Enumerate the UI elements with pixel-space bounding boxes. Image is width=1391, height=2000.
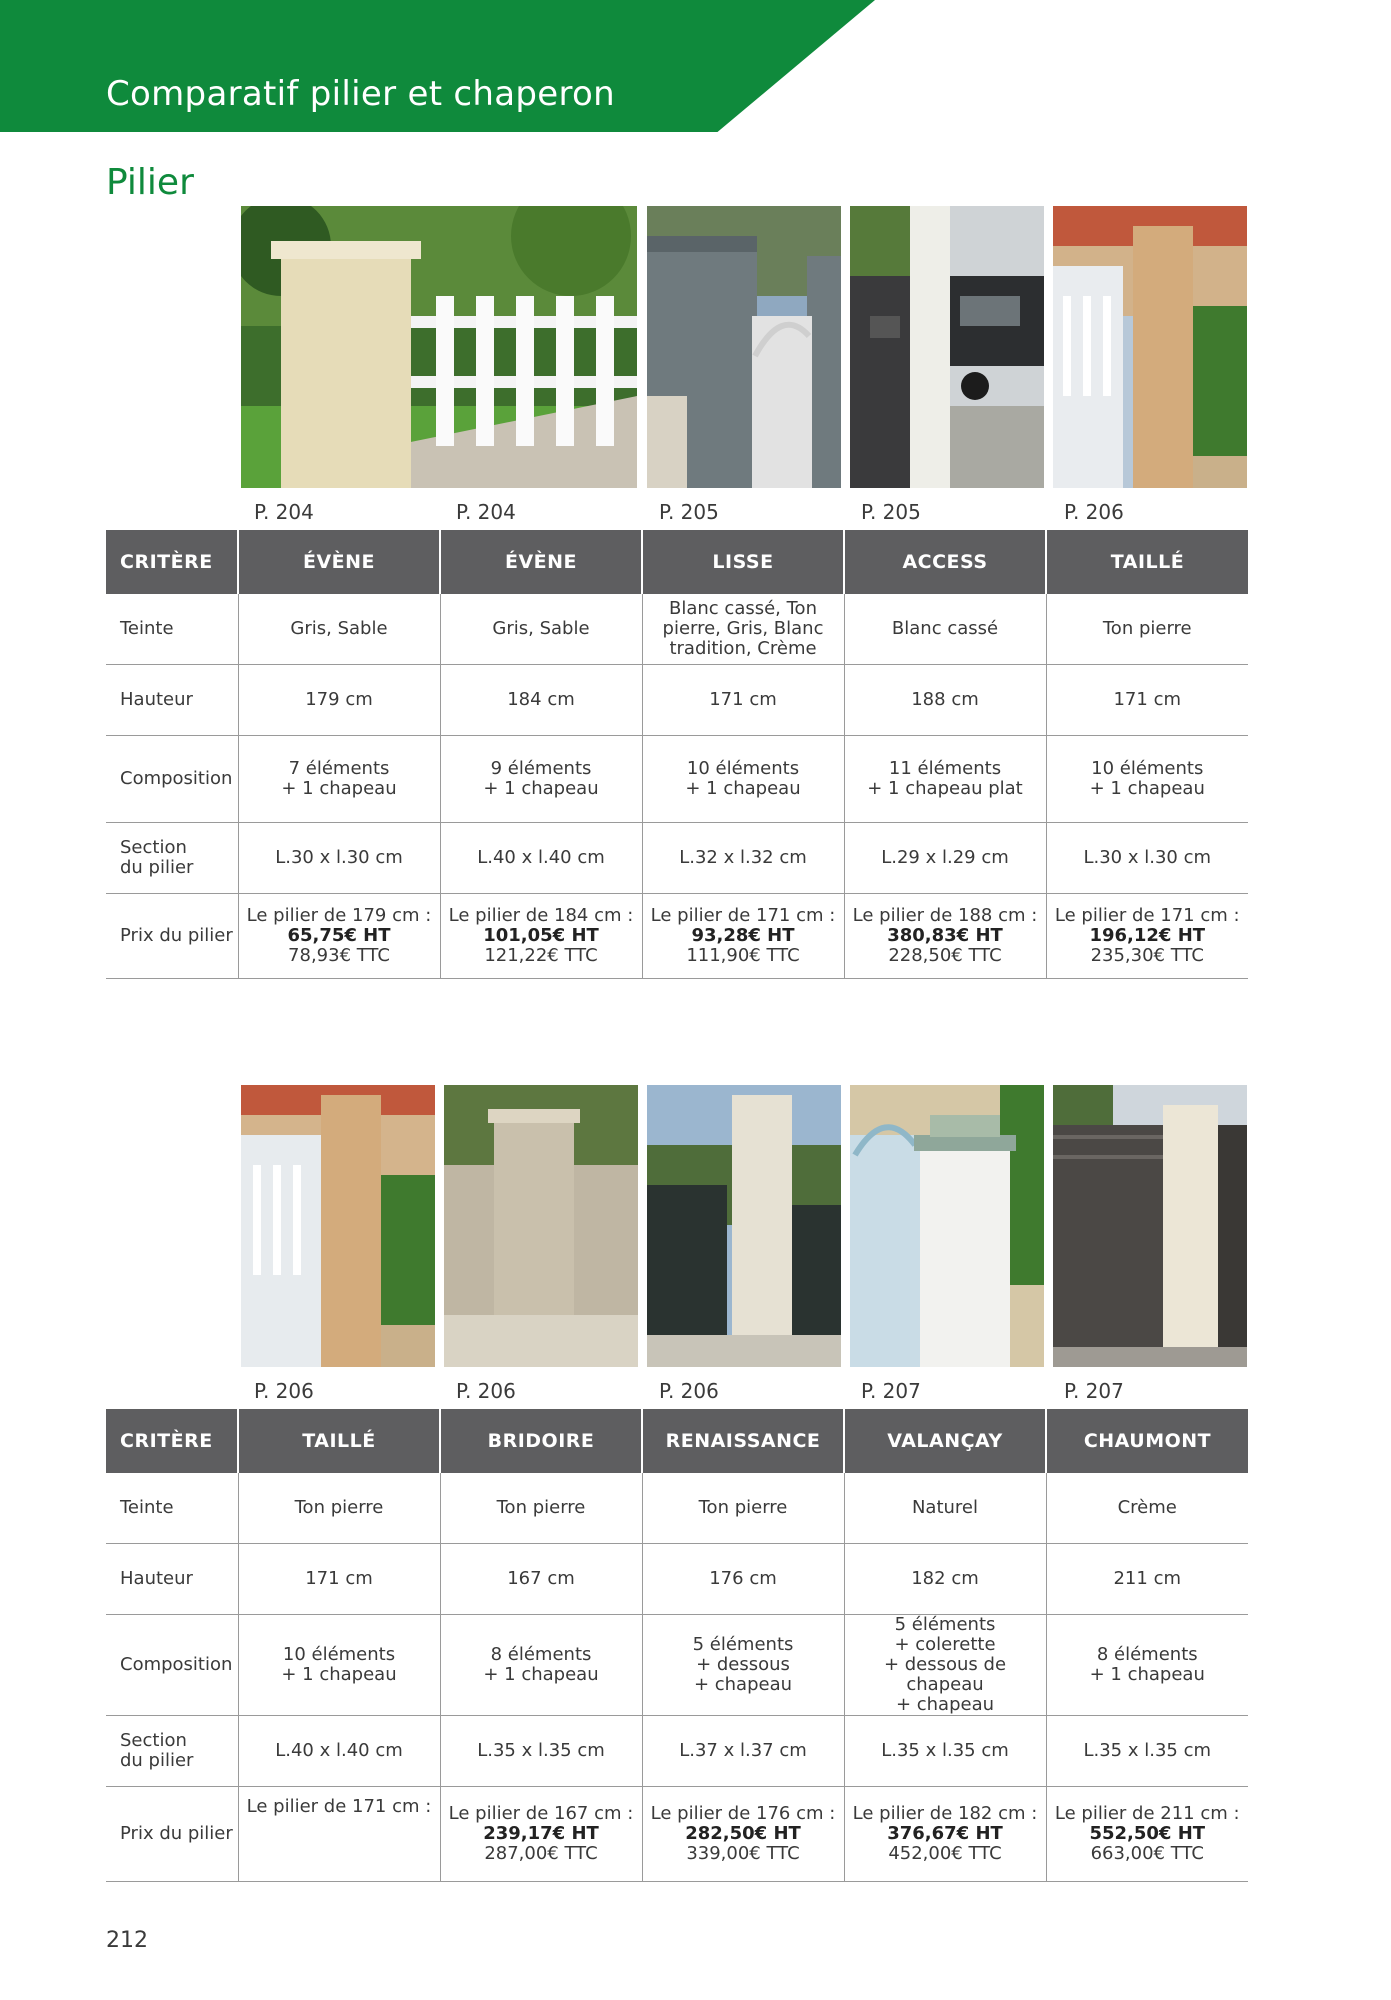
table-cell: Ton pierre	[238, 1473, 440, 1544]
table-cell: Gris, Sable	[440, 594, 642, 665]
table-cell: Ton pierre	[1046, 594, 1248, 665]
row-label: Hauteur	[106, 665, 238, 736]
table-header-row	[106, 1409, 1248, 1473]
pillar-block-1	[106, 206, 1248, 979]
table-row-composition	[106, 736, 1248, 823]
table-row-section	[106, 1716, 1248, 1787]
table-cell: Blanc cassé, Ton pierre, Gris, Blanc tradition, Crème	[642, 594, 844, 665]
price-cell: Le pilier de 171 cm : 196,12€ HT 235,30€ TTC	[1046, 894, 1248, 979]
table-row-prix	[106, 1787, 1248, 1882]
header-cell: LISSE	[642, 530, 844, 594]
table-cell: 171 cm	[1046, 665, 1248, 736]
table-cell: L.29 x l.29 cm	[844, 823, 1046, 894]
product-photo	[647, 206, 841, 488]
table-header-row	[106, 530, 1248, 594]
header-cell: CRITÈRE	[106, 530, 238, 594]
table-cell: 11 éléments + 1 chapeau plat	[844, 736, 1046, 823]
header-cell: ACCESS	[844, 530, 1046, 594]
table-cell: 167 cm	[440, 1544, 642, 1615]
table-row-prix	[106, 894, 1248, 979]
table-cell: Crème	[1046, 1473, 1248, 1544]
table-cell: 8 éléments + 1 chapeau	[440, 1615, 642, 1716]
header-cell: ÉVÈNE	[440, 530, 642, 594]
page-refs	[106, 488, 1248, 530]
header-cell: ÉVÈNE	[238, 530, 440, 594]
price-cell: Le pilier de 176 cm : 282,50€ HT 339,00€ TTC	[642, 1787, 844, 1882]
table-cell: Ton pierre	[642, 1473, 844, 1544]
price-cell: Le pilier de 188 cm : 380,83€ HT 228,50€ TTC	[844, 894, 1046, 979]
price-cell: Le pilier de 211 cm : 552,50€ HT 663,00€ TTC	[1046, 1787, 1248, 1882]
row-label: Section du pilier	[106, 823, 238, 894]
table-cell: L.30 x l.30 cm	[238, 823, 440, 894]
table-cell: L.35 x l.35 cm	[844, 1716, 1046, 1787]
header-cell: TAILLÉ	[1046, 530, 1248, 594]
page-ref: P. 206	[659, 1379, 719, 1403]
table-cell: 10 éléments + 1 chapeau	[642, 736, 844, 823]
comparison-table	[106, 1409, 1248, 1882]
product-photo	[241, 206, 637, 488]
page-ref: P. 205	[659, 500, 719, 524]
row-label: Section du pilier	[106, 1716, 238, 1787]
table-row-composition	[106, 1615, 1248, 1716]
row-label: Composition	[106, 1615, 238, 1716]
table-cell: L.30 x l.30 cm	[1046, 823, 1248, 894]
row-label: Composition	[106, 736, 238, 823]
table-cell: 7 éléments + 1 chapeau	[238, 736, 440, 823]
price-cell: Le pilier de 182 cm : 376,67€ HT 452,00€ TTC	[844, 1787, 1046, 1882]
page-number: 212	[106, 1928, 148, 1953]
table-row-section	[106, 823, 1248, 894]
table-cell: L.32 x l.32 cm	[642, 823, 844, 894]
row-label: Prix du pilier	[106, 894, 238, 979]
table-cell: L.35 x l.35 cm	[440, 1716, 642, 1787]
table-cell: 211 cm	[1046, 1544, 1248, 1615]
product-photo	[647, 1085, 841, 1367]
table-row-hauteur	[106, 1544, 1248, 1615]
header-cell: BRIDOIRE	[440, 1409, 642, 1473]
row-label: Hauteur	[106, 1544, 238, 1615]
photo-strip	[106, 1085, 1248, 1367]
product-photo	[444, 1085, 638, 1367]
table-cell: 179 cm	[238, 665, 440, 736]
table-row-hauteur	[106, 665, 1248, 736]
table-cell: L.37 x l.37 cm	[642, 1716, 844, 1787]
table-cell: 5 éléments + dessous + chapeau	[642, 1615, 844, 1716]
table-cell: Naturel	[844, 1473, 1046, 1544]
row-label: Prix du pilier	[106, 1787, 238, 1882]
page-refs	[106, 1367, 1248, 1409]
header-cell: CHAUMONT	[1046, 1409, 1248, 1473]
table-cell: 188 cm	[844, 665, 1046, 736]
table-cell: 182 cm	[844, 1544, 1046, 1615]
table-cell: 176 cm	[642, 1544, 844, 1615]
table-cell: 5 éléments + colerette + dessous de chapeau + chapeau	[844, 1615, 1046, 1716]
page-ref: P. 204	[456, 500, 516, 524]
row-label: Teinte	[106, 594, 238, 665]
table-cell: 10 éléments + 1 chapeau	[1046, 736, 1248, 823]
table-cell: 9 éléments + 1 chapeau	[440, 736, 642, 823]
table-cell: L.40 x l.40 cm	[440, 823, 642, 894]
page-ref: P. 207	[1064, 1379, 1124, 1403]
price-cell: Le pilier de 167 cm : 239,17€ HT 287,00€ TTC	[440, 1787, 642, 1882]
page-ref: P. 207	[861, 1379, 921, 1403]
row-label: Teinte	[106, 1473, 238, 1544]
header-cell: CRITÈRE	[106, 1409, 238, 1473]
page-ref: P. 206	[254, 1379, 314, 1403]
table-cell: 171 cm	[238, 1544, 440, 1615]
table-cell: Blanc cassé	[844, 594, 1046, 665]
price-cell: Le pilier de 171 cm :	[238, 1787, 440, 1882]
page-ref: P. 206	[456, 1379, 516, 1403]
table-row-teinte	[106, 1473, 1248, 1544]
header-cell: RENAISSANCE	[642, 1409, 844, 1473]
pillar-block-2	[106, 1085, 1248, 1882]
product-photo	[241, 1085, 435, 1367]
price-cell: Le pilier de 184 cm : 101,05€ HT 121,22€ TTC	[440, 894, 642, 979]
product-photo	[850, 1085, 1044, 1367]
price-cell: Le pilier de 179 cm : 65,75€ HT 78,93€ TTC	[238, 894, 440, 979]
table-cell: Ton pierre	[440, 1473, 642, 1544]
header-cell: TAILLÉ	[238, 1409, 440, 1473]
header-cell: VALANÇAY	[844, 1409, 1046, 1473]
comparison-table	[106, 530, 1248, 979]
table-cell: 184 cm	[440, 665, 642, 736]
page-ref: P. 206	[1064, 500, 1124, 524]
product-photo	[850, 206, 1044, 488]
table-cell: L.35 x l.35 cm	[1046, 1716, 1248, 1787]
photo-strip	[106, 206, 1248, 488]
product-photo	[1053, 1085, 1247, 1367]
page-ref: P. 205	[861, 500, 921, 524]
table-cell: 171 cm	[642, 665, 844, 736]
page-title: Comparatif pilier et chaperon	[106, 74, 615, 114]
table-cell: Gris, Sable	[238, 594, 440, 665]
product-photo	[1053, 206, 1247, 488]
table-cell: 8 éléments + 1 chapeau	[1046, 1615, 1248, 1716]
section-title: Pilier	[106, 162, 194, 203]
page-ref: P. 204	[254, 500, 314, 524]
table-row-teinte	[106, 594, 1248, 665]
table-cell: 10 éléments + 1 chapeau	[238, 1615, 440, 1716]
price-cell: Le pilier de 171 cm : 93,28€ HT 111,90€ TTC	[642, 894, 844, 979]
table-cell: L.40 x l.40 cm	[238, 1716, 440, 1787]
